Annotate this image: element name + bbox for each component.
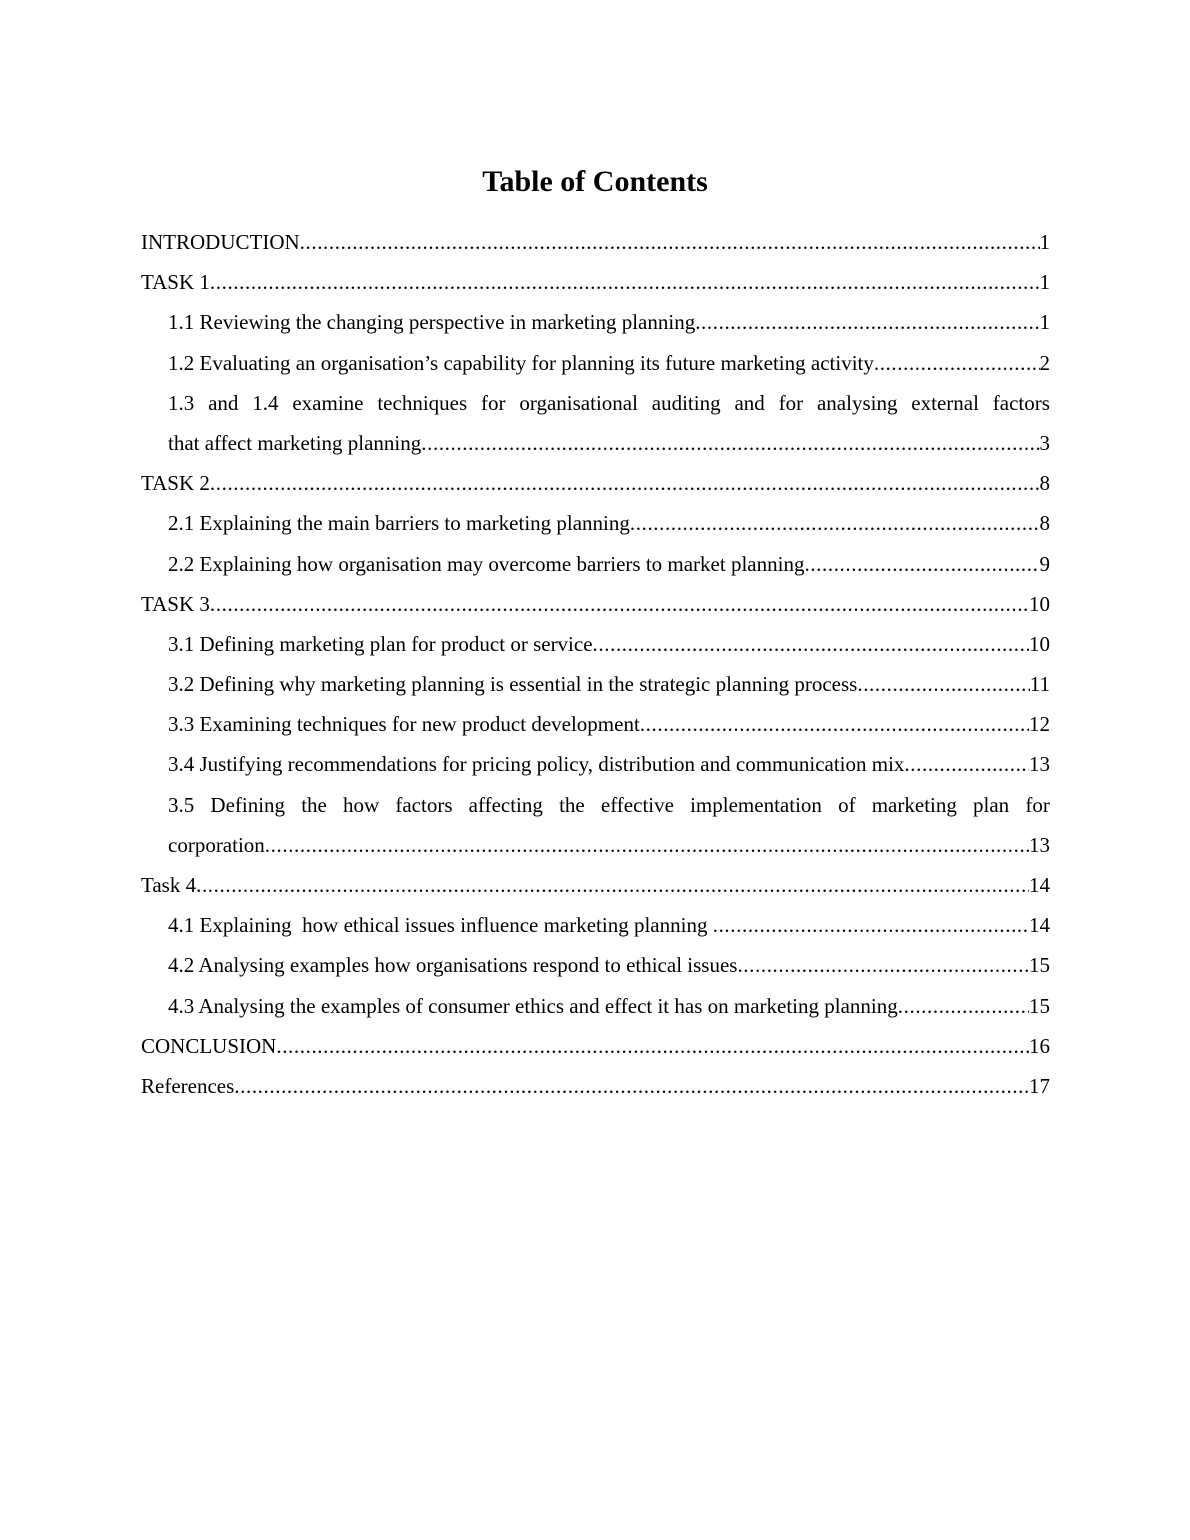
dot-leader (695, 302, 1039, 342)
toc-entry-2-1[interactable] (141, 503, 1050, 543)
dot-leader (234, 1066, 1029, 1106)
toc-page-number: 15 (1029, 993, 1050, 1018)
toc-entry-label: TASK 1 (141, 270, 210, 295)
toc-entry-label: 4.2 Analysing examples how organisations respond to ethical issues (168, 953, 738, 978)
toc-entry-task-3[interactable] (141, 584, 1050, 624)
toc-entry-label: 1.1 Reviewing the changing perspective in marketing planning (168, 310, 696, 335)
page-title: Table of Contents (482, 165, 708, 198)
toc-entry-label: 2.2 Explaining how organisation may overcome barriers to market planning (168, 551, 805, 576)
toc-page-number: 2 (1039, 350, 1050, 375)
dot-leader (300, 222, 1040, 262)
toc-entry-conclusion[interactable] (141, 1026, 1050, 1066)
dot-leader (874, 343, 1040, 383)
toc-entry-label: References (141, 1073, 235, 1098)
toc-entry-label-line-1: 1.3 and 1.4 examine techniques for organisational auditing and for analysing external factors (168, 390, 1050, 415)
toc-entry-1-3-1-4[interactable] (141, 383, 1050, 463)
toc-page-number: 1 (1039, 310, 1050, 335)
toc-entry-label: 3.4 Justifying recommendations for pricing policy, distribution and communication mix (168, 752, 905, 777)
dot-leader (804, 544, 1039, 584)
toc-entry-4-1[interactable] (141, 905, 1050, 945)
toc-page-number: 10 (1029, 591, 1050, 616)
toc-entry-3-5[interactable] (141, 785, 1050, 865)
dot-leader (265, 825, 1029, 865)
toc-entry-3-2[interactable] (141, 664, 1050, 704)
dot-leader (593, 624, 1029, 664)
dot-leader (898, 986, 1029, 1026)
toc-page-number: 13 (1029, 832, 1050, 857)
toc-entry-label: 3.1 Defining marketing plan for product or service (168, 631, 593, 656)
toc-entry-2-2[interactable] (141, 544, 1050, 584)
dot-leader (630, 503, 1040, 543)
toc-page-number: 1 (1039, 230, 1050, 254)
dot-leader (276, 1026, 1029, 1066)
toc-entry-label: TASK 3 (141, 591, 210, 616)
toc-entry-label: corporation (168, 832, 265, 857)
toc-entry-references[interactable] (141, 1066, 1050, 1106)
dot-leader (210, 584, 1029, 624)
toc-entry-label: CONCLUSION (141, 1033, 277, 1058)
toc-entry-4-2[interactable] (141, 945, 1050, 985)
dot-leader (421, 423, 1039, 463)
toc-entry-task-4[interactable] (141, 865, 1050, 905)
toc-page-number: 11 (1029, 672, 1050, 697)
toc-entry-1-1[interactable] (141, 302, 1050, 342)
dot-leader (196, 865, 1029, 905)
toc-entry-task-2[interactable] (141, 463, 1050, 503)
toc-entry-3-1[interactable] (141, 624, 1050, 664)
toc-entry-label: Task 4 (141, 873, 197, 897)
toc-page-number: 16 (1029, 1033, 1050, 1058)
toc-entry-label: 4.3 Analysing the examples of consumer ethics and effect it has on marketing planning (168, 993, 898, 1018)
toc-page-number: 14 (1029, 913, 1050, 938)
dot-leader (210, 262, 1040, 302)
dot-leader (640, 704, 1029, 744)
dot-leader (210, 463, 1040, 503)
toc-page-number: 10 (1029, 631, 1050, 656)
dot-leader (713, 905, 1029, 945)
table-of-contents (141, 222, 1050, 1106)
toc-entry-label: 3.2 Defining why marketing planning is essential in the strategic planning process (168, 672, 858, 697)
toc-entry-3-4[interactable] (141, 744, 1050, 784)
toc-entry-label: TASK 2 (141, 471, 210, 496)
toc-entry-1-2[interactable] (141, 343, 1050, 383)
toc-page-number: 13 (1029, 752, 1050, 777)
toc-entry-label: 3.3 Examining techniques for new product development (168, 712, 640, 737)
toc-page-number: 9 (1039, 551, 1050, 576)
toc-entry-task-1[interactable] (141, 262, 1050, 302)
toc-entry-introduction[interactable] (141, 222, 1050, 262)
toc-page-number: 8 (1039, 511, 1050, 536)
dot-leader (857, 664, 1029, 704)
toc-page-number: 15 (1029, 953, 1050, 978)
toc-page-number: 17 (1029, 1073, 1050, 1098)
toc-entry-3-3[interactable] (141, 704, 1050, 744)
toc-entry-label: 4.1 Explaining how ethical issues influence marketing planning (168, 913, 713, 938)
toc-entry-label: 1.2 Evaluating an organisation’s capability for planning its future marketing activity (168, 350, 874, 375)
dot-leader (904, 744, 1029, 784)
toc-entry-label: INTRODUCTION (141, 230, 300, 254)
toc-entry-label: 2.1 Explaining the main barriers to marketing planning (168, 511, 630, 536)
toc-entry-4-3[interactable] (141, 986, 1050, 1026)
toc-entry-label: that affect marketing planning (168, 430, 422, 455)
toc-entry-label-line-1: 3.5 Defining the how factors affecting the effective implementation of marketing plan for (168, 792, 1050, 817)
toc-page-number: 14 (1029, 873, 1050, 897)
dot-leader (737, 945, 1029, 985)
toc-page-number: 1 (1039, 270, 1050, 295)
toc-page-number: 8 (1039, 471, 1050, 496)
toc-page-number: 3 (1039, 430, 1050, 455)
toc-page-number: 12 (1029, 712, 1050, 737)
